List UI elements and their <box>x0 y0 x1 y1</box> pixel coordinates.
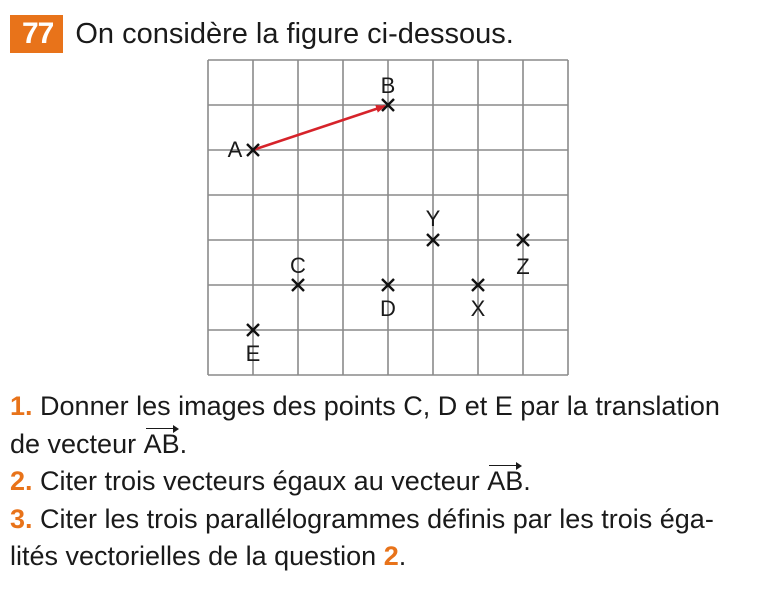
questions <box>10 388 750 576</box>
point-label: Y <box>425 206 441 231</box>
question-2-number: 2. <box>10 466 33 496</box>
vector-ab-notation: AB <box>487 463 523 501</box>
question-2-end: . <box>523 466 531 496</box>
question-1-text-2: de vecteur <box>10 428 144 459</box>
point-label: B <box>380 73 396 98</box>
vector-layer <box>253 106 385 150</box>
question-3-text-2: lités vectorielles de la question <box>10 541 384 571</box>
question-2-text: Citer trois vecteurs égaux au vecteur <box>40 466 488 496</box>
exercise-number-badge: 77 <box>10 15 63 53</box>
vector-ab-arrow <box>253 106 385 150</box>
question-reference: 2 <box>383 541 399 571</box>
vector-ab-notation: AB <box>144 426 180 464</box>
grid-lines <box>208 60 568 375</box>
question-3-number: 3. <box>10 503 33 534</box>
question-1-line-2 <box>10 426 750 464</box>
question-3-text: Citer les trois parallélogrammes définis par les trois éga- <box>40 503 714 534</box>
question-2-line <box>10 463 750 501</box>
point-label: E <box>245 341 261 366</box>
question-1-line-1 <box>10 388 750 426</box>
point-label: D <box>380 296 396 321</box>
question-3-line-2 <box>10 538 750 576</box>
exercise-intro: On considère la figure ci-dessous. <box>75 18 514 50</box>
question-3-line-1 <box>10 501 750 539</box>
point-label: A <box>227 137 243 162</box>
question-1-number: 1. <box>10 391 33 421</box>
question-1-text: Donner les images des points C, D et E par la translation <box>40 391 720 421</box>
point-label: X <box>470 296 486 321</box>
question-3-end: . <box>398 541 407 571</box>
question-1-end: . <box>179 428 188 459</box>
points-layer <box>228 73 530 366</box>
point-label: Z <box>516 254 530 279</box>
point-label: C <box>290 253 306 278</box>
